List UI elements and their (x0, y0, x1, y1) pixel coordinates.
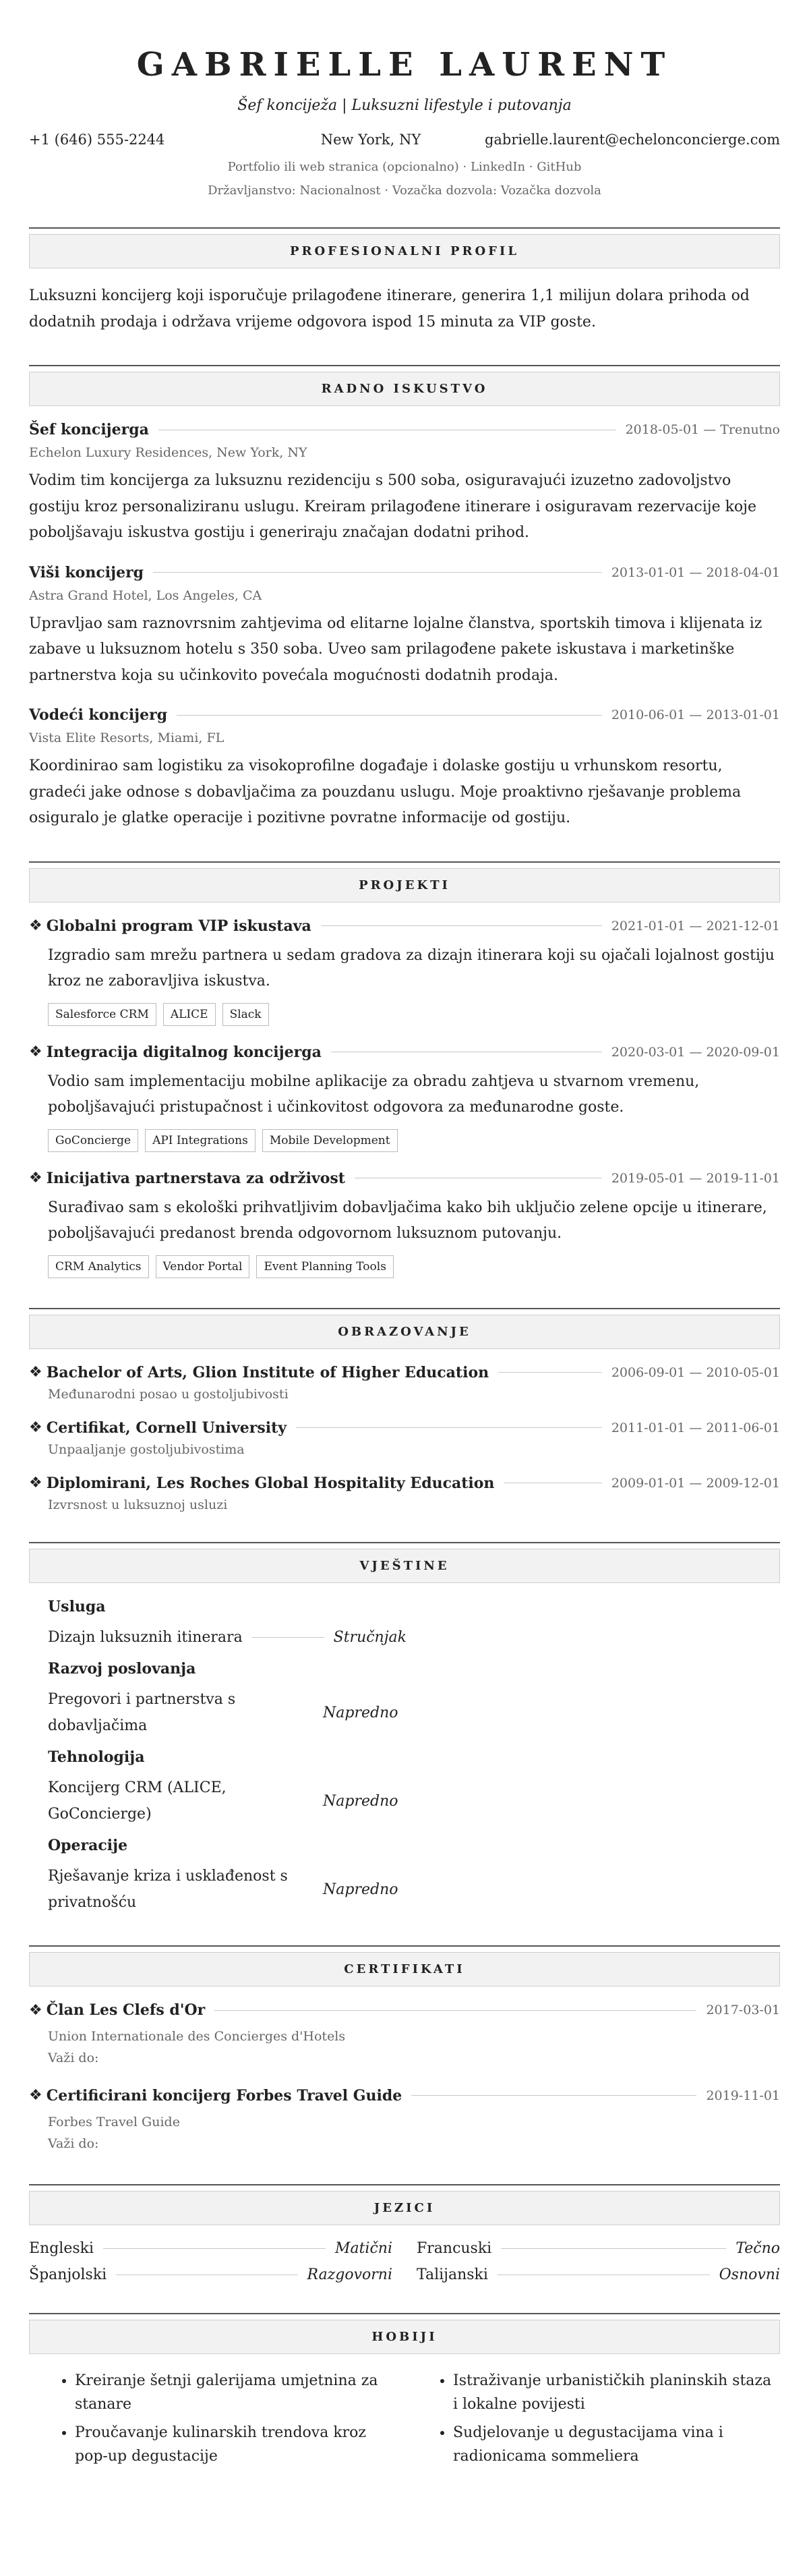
links-line: Portfolio ili web stranica (opcionalno) · LinkedIn · GitHub (227, 160, 582, 174)
diamond-icon: ❖ (29, 1419, 42, 1436)
skill-level: Stručnjak (333, 1629, 407, 1647)
job-title: Vodeći koncijerg (29, 706, 168, 724)
section-title: HOBIJI (29, 2320, 780, 2354)
language-level: Osnovni (719, 2266, 780, 2284)
certificate-item (29, 2001, 780, 2069)
hobby-item: • Kreiranje šetnji galerijama umjetnina za stanare (75, 2369, 402, 2416)
job-description: Koordinirao sam logistiku za visokoprofilne događaje i dolaske gostiju u vrhunskom resortu, gradeći jake odnose s dobavljačima za pouzdanu uslugu. Moje proaktivno rješavanje problema osiguralo je glatke operacije i pozitivne povratne informacije od gostiju. (29, 757, 742, 826)
skill-category: Usluga (48, 1597, 106, 1615)
hobby-item: • Proučavanje kulinarskih trendova kroz pop-up degustacije (75, 2421, 402, 2468)
skills-section (29, 1542, 780, 1916)
tag: ALICE (163, 1003, 216, 1026)
certificate-issuer: Forbes Travel Guide (48, 2114, 180, 2129)
project-dates: 2020-03-01 — 2020-09-01 (611, 1044, 780, 1060)
section-title: OBRAZOVANJE (29, 1315, 780, 1349)
contact-location: New York, NY (320, 132, 421, 148)
project-dates: 2019-05-01 — 2019-11-01 (611, 1170, 780, 1186)
personal-line: Državljanstvo: Nacionalnost · Vozačka dozvola: Vozačka dozvola (208, 183, 601, 198)
project-item (29, 1170, 780, 1278)
diamond-icon: ❖ (29, 2001, 42, 2019)
contact-phone: +1 (646) 555-2244 (29, 132, 165, 148)
hobbies-section (29, 2313, 780, 2472)
section-title: RADNO ISKUSTVO (29, 372, 780, 406)
project-tags (48, 1129, 780, 1152)
skill-row (48, 1625, 407, 1651)
certificate-date: 2017-03-01 (706, 2003, 780, 2017)
job-company: Echelon Luxury Residences, New York, NY (29, 445, 307, 460)
profile-text: Luksuzni koncijerg koji isporučuje prilagođene itinerare, generira 1,1 milijun dolara prihoda od dodatnih prodaja i održava vrijeme odgovora ispod 15 minuta za VIP goste. (29, 287, 750, 331)
skill-level: Napredno (323, 1793, 398, 1810)
language-item (417, 2266, 780, 2283)
skill-category: Razvoj poslovanja (48, 1660, 196, 1678)
job-company: Vista Elite Resorts, Miami, FL (29, 731, 224, 745)
language-item (417, 2240, 780, 2257)
language-name: Španjolski (29, 2266, 107, 2284)
education-item (29, 1419, 780, 1457)
certificate-date: 2019-11-01 (706, 2088, 780, 2103)
skill-row (48, 1864, 407, 1916)
tag: Mobile Development (262, 1129, 398, 1152)
project-name: Inicijativa partnerstava za održivost (46, 1169, 345, 1187)
candidate-name: GABRIELLE LAURENT (136, 46, 673, 84)
skill-level: Napredno (323, 1705, 398, 1721)
experience-section (29, 365, 780, 832)
tag: Slack (222, 1003, 269, 1026)
project-description: Vodio sam implementaciju mobilne aplikacije za obradu zahtjeva u stvarnom vremenu, poboljšavajući pristupačnost i učinkovitost odgovora za međunarodne goste. (48, 1072, 700, 1116)
education-field: Međunarodni posao u gostoljubivosti (48, 1386, 289, 1402)
diamond-icon: ❖ (29, 2087, 42, 2105)
tag: GoConcierge (48, 1129, 138, 1152)
tag: CRM Analytics (48, 1255, 149, 1278)
experience-item (29, 421, 780, 546)
job-company: Astra Grand Hotel, Los Angeles, CA (29, 588, 262, 603)
skill-name: Dizajn luksuznih itinerara (48, 1628, 243, 1646)
portfolio-link[interactable]: Portfolio ili web stranica (opcionalno) (227, 160, 459, 174)
language-name: Francuski (417, 2240, 492, 2258)
skill-category: Tehnologija (48, 1748, 145, 1766)
education-field: Izvrsnost u luksuznoj usluzi (48, 1497, 228, 1512)
education-item (29, 1475, 780, 1512)
skill-row (48, 1775, 407, 1827)
hobbies-list-right (426, 2369, 780, 2472)
degree-name: Diplomirani, Les Roches Global Hospitality Education (46, 1474, 495, 1492)
contact-row (29, 132, 780, 148)
driver-license: Vozačka dozvola: Vozačka dozvola (392, 183, 601, 198)
job-dates: 2018-05-01 — Trenutno (625, 422, 780, 437)
skill-level: Napredno (323, 1881, 398, 1898)
job-title: Viši koncijerg (29, 563, 144, 581)
language-level: Tečno (736, 2240, 780, 2258)
contact-email[interactable]: gabrielle.laurent@echelonconcierge.com (484, 132, 781, 148)
diamond-icon: ❖ (29, 1043, 42, 1060)
section-title: PROFESIONALNI PROFIL (29, 234, 780, 268)
section-title: JEZICI (29, 2191, 780, 2225)
experience-item (29, 564, 780, 689)
skill-name: Pregovori i partnerstva s dobavljačima (48, 1691, 236, 1734)
language-item (29, 2266, 392, 2283)
certificate-valid-label: Važi do: (48, 2051, 99, 2066)
language-level: Matični (334, 2240, 392, 2258)
tag: Salesforce CRM (48, 1003, 156, 1026)
certificates-section (29, 1945, 780, 2154)
certificate-valid-label: Važi do: (48, 2136, 99, 2151)
skill-row (48, 1687, 407, 1739)
linkedin-link[interactable]: LinkedIn (470, 160, 526, 174)
education-item (29, 1364, 780, 1402)
project-tags (48, 1003, 780, 1026)
experience-item (29, 706, 780, 832)
skill-category: Operacije (48, 1837, 128, 1854)
profile-section (29, 227, 780, 335)
education-section (29, 1308, 780, 1512)
tag: Event Planning Tools (256, 1255, 394, 1278)
project-description: Izgradio sam mrežu partnera u sedam gradova za dizajn itinerara koji su ojačali lojalnost gostiju kroz ne zaboravljiva iskustva. (48, 946, 775, 990)
hobby-item: • Istraživanje urbanističkih planinskih staza i lokalne povijesti (453, 2369, 780, 2416)
projects-section (29, 861, 780, 1278)
candidate-subtitle: Šef konciježa | Luksuzni lifestyle i putovanja (237, 97, 572, 114)
github-link[interactable]: GitHub (537, 160, 582, 174)
project-dates: 2021-01-01 — 2021-12-01 (611, 918, 780, 934)
certificate-item (29, 2087, 780, 2155)
project-description: Surađivao sam s ekološki prihvatljivim dobavljačima kako bih uključio zelene opcije u itinerare, poboljšavajući predanost brenda odgovornom luksuznom putovanju. (48, 1199, 767, 1242)
project-tags (48, 1255, 780, 1278)
hobby-item: • Sudjelovanje u degustacijama vina i radionicama sommeliera (453, 2421, 780, 2468)
language-level: Razgovorni (307, 2266, 392, 2284)
diamond-icon: ❖ (29, 1475, 42, 1491)
tag: Vendor Portal (156, 1255, 250, 1278)
education-dates: 2009-01-01 — 2009-12-01 (611, 1475, 780, 1491)
certificate-issuer: Union Internationale des Concierges d'Hotels (48, 2029, 346, 2044)
education-dates: 2006-09-01 — 2010-05-01 (611, 1365, 780, 1380)
section-title: PROJEKTI (29, 868, 780, 903)
language-item (29, 2240, 392, 2257)
citizenship: Državljanstvo: Nacionalnost (208, 183, 381, 198)
education-field: Unpaaljanje gostoljubivostima (48, 1441, 245, 1457)
diamond-icon: ❖ (29, 917, 42, 934)
job-dates: 2013-01-01 — 2018-04-01 (611, 565, 780, 580)
language-name: Talijanski (417, 2266, 488, 2284)
diamond-icon: ❖ (29, 1170, 42, 1186)
hobbies-list-left (48, 2369, 402, 2472)
project-name: Integracija digitalnog koncijerga (46, 1043, 322, 1061)
diamond-icon: ❖ (29, 1364, 42, 1381)
degree-name: Bachelor of Arts, Glion Institute of Higher Education (46, 1363, 489, 1381)
certificate-name: Član Les Clefs d'Or (46, 2001, 206, 2019)
job-dates: 2010-06-01 — 2013-01-01 (611, 708, 780, 722)
skill-name: Koncijerg CRM (ALICE, GoConcierge) (48, 1779, 227, 1823)
skill-name: Rješavanje kriza i usklađenost s privatnošću (48, 1868, 288, 1911)
languages-section (29, 2184, 780, 2283)
certificate-name: Certificirani koncijerg Forbes Travel Guide (46, 2086, 402, 2105)
language-name: Engleski (29, 2240, 94, 2258)
education-dates: 2011-01-01 — 2011-06-01 (611, 1420, 780, 1435)
job-description: Vodim tim koncijerga za luksuznu rezidenciju s 500 soba, osiguravajući izuzetno zadovoljstvo gostiju kroz personaliziranu uslugu. Kreiram prilagođene itinerare i osiguravam rezervacije koje poboljšavaju iskustva gostiju i generiraju značajan dodatni prihod. (29, 472, 757, 541)
project-item (29, 917, 780, 1026)
degree-name: Certifikat, Cornell University (46, 1419, 287, 1437)
section-title: VJEŠTINE (29, 1549, 780, 1583)
tag: API Integrations (145, 1129, 256, 1152)
project-item (29, 1043, 780, 1152)
section-title: CERTIFIKATI (29, 1952, 780, 1986)
project-name: Globalni program VIP iskustava (46, 917, 311, 935)
job-title: Šef koncijerga (29, 421, 149, 438)
job-description: Upravljao sam raznovrsnim zahtjevima od elitarne lojalne članstva, sportskih timova i klijenata iz zabave u luksuznom hotelu s 350 soba. Uveo sam prilagođene pakete iskustava i marketinške partnerstva koja su učinkovito povećala mogućnosti dodatnih prodaja. (29, 614, 762, 684)
